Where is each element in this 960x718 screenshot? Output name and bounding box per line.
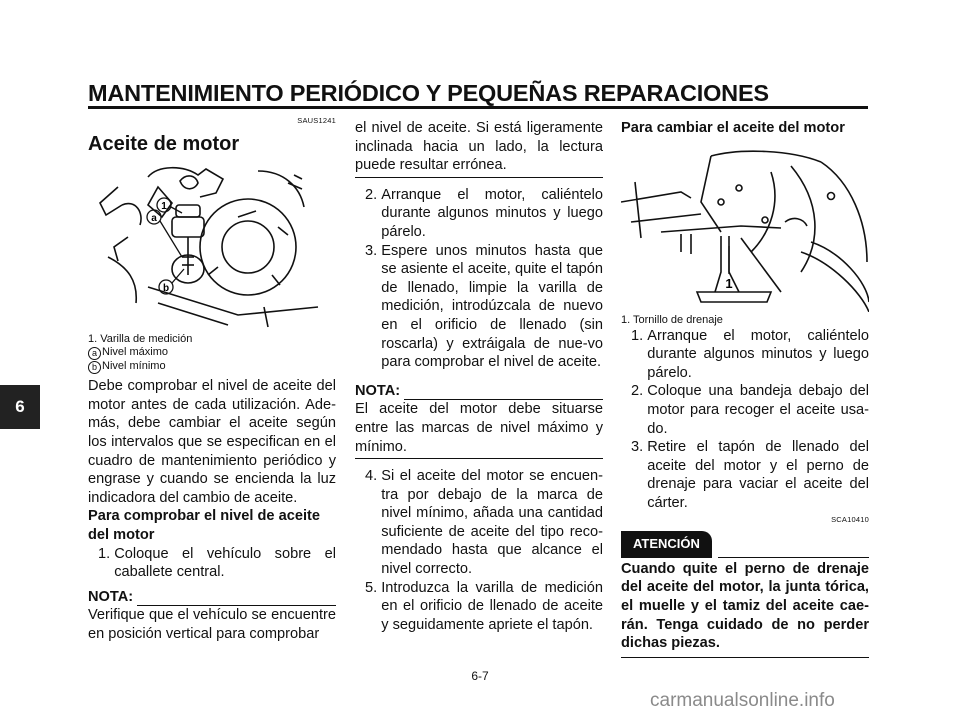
change-step-3 xyxy=(621,438,869,512)
step-number: 1. xyxy=(631,327,648,344)
step-text: Espere unos minutos hasta que se asiente el aceite, quite el tapón de llenado, limpie la varilla de medición, introdúzcala de nuevo en el orificio de llenado (sin roscarla) y extráigala de nue-vo para comprobar el nivel de aceite. xyxy=(381,242,603,371)
figure-callout-b: b xyxy=(162,283,170,295)
step-number: 5. xyxy=(365,579,382,596)
check-step-1 xyxy=(88,545,336,582)
note-header xyxy=(88,588,336,607)
caution-header xyxy=(621,531,869,558)
caution-rule xyxy=(718,557,869,558)
note-text: El aceite del motor debe situarse entre las marcas de nivel máximo y mínimo. xyxy=(355,401,603,455)
caption-b-marker: b xyxy=(88,361,101,374)
caption-b-text: Nivel mínimo xyxy=(102,360,166,373)
intro-paragraph: Debe comprobar el nivel de aceite del motor antes de cada utilización. Ade-más, debe cambiar el aceite según los intervalos que se especifican en el cuadro de mantenimiento periódico y engrase y cuando se encienda la luz indicadora del cambio de aceite. xyxy=(88,378,336,506)
check-step-4 xyxy=(355,467,603,579)
note-label: NOTA: xyxy=(88,588,134,605)
step-text: Arranque el motor, caliéntelo durante algunos minutos y luego párelo. xyxy=(647,327,869,381)
step-text: Si el aceite del motor se encuen-tra por debajo de la marca de nivel mínimo, añada una cantidad suficiente de aceite del tipo reco-mendado hasta que alcance el nivel correcto. xyxy=(381,468,603,578)
caption-a-text: Nivel máximo xyxy=(102,346,169,359)
note-label: NOTA: xyxy=(355,382,401,399)
continued-paragraph: el nivel de aceite. Si está ligeramente inclinada hacia un lado, la lectura puede resultar errónea. xyxy=(355,120,603,174)
page-header-title: MANTENIMIENTO PERIÓDICO Y PEQUEÑAS REPARACIONES xyxy=(88,80,769,106)
column-2 xyxy=(355,119,603,634)
note-rule xyxy=(137,595,336,606)
page-number: 6-7 xyxy=(471,669,489,683)
column-3 xyxy=(621,119,869,658)
caution-code: SCA10410 xyxy=(831,514,869,524)
step-text: Arranque el motor, caliéntelo durante algunos minutos y luego párelo. xyxy=(381,186,603,240)
caution-text: Cuando quite el perno de drenaje del aceite del motor, la junta tórica, el muelle y el tamiz del aceite cae-rán. Tenga cuidado de no perder dichas piezas. xyxy=(621,560,869,652)
step-text: Coloque el vehículo sobre el caballete central. xyxy=(114,545,336,581)
figure-callout-1: 1 xyxy=(161,201,167,213)
step-number: 2. xyxy=(365,186,382,203)
figure-callout-1: 1 xyxy=(725,275,733,291)
step-number: 1. xyxy=(98,545,115,562)
header-rule xyxy=(88,106,868,109)
step-text: Coloque una bandeja debajo del motor para recoger el aceite usa-do. xyxy=(647,383,869,437)
step-text: Retire el tapón de llenado del aceite del motor y el perno de drenaje para vaciar el aceite del cárter. xyxy=(647,439,869,511)
drain-bolt-illustration xyxy=(621,142,869,312)
watermark: carmanualsonline.info xyxy=(650,690,835,711)
dipstick-illustration xyxy=(88,157,336,329)
caution-bottom-rule xyxy=(621,657,869,658)
separator-rule xyxy=(355,177,603,178)
figure-caption-a xyxy=(88,346,336,360)
figure-caption-1: 1. Tornillo de drenaje xyxy=(621,313,723,326)
caution-label: ATENCIÓN xyxy=(621,531,712,558)
note-text: Verifique que el vehículo se encuentre en posición vertical para comprobar xyxy=(88,607,336,642)
check-step-3 xyxy=(355,242,603,372)
step-number: 2. xyxy=(631,383,648,400)
note-rule xyxy=(404,389,603,400)
step-text: Introduzca la varilla de medición en el orificio de llenado de aceite y seguidamente apriete el tapón. xyxy=(381,579,603,633)
step-number: 4. xyxy=(365,468,382,485)
note-header xyxy=(355,382,603,401)
separator-rule xyxy=(355,458,603,459)
change-step-1 xyxy=(621,327,869,383)
chapter-tab: 6 xyxy=(0,385,40,429)
change-step-2 xyxy=(621,382,869,438)
step-number: 3. xyxy=(365,242,382,259)
check-step-5 xyxy=(355,579,603,635)
check-step-2 xyxy=(355,186,603,242)
figure-caption-b xyxy=(88,360,336,374)
caption-a-marker: a xyxy=(88,347,101,360)
section-code: SAUS1241 xyxy=(297,116,336,125)
change-oil-subheading: Para cambiar el aceite del motor xyxy=(621,120,845,136)
step-number: 3. xyxy=(631,439,648,456)
figure-caption-1: 1. Varilla de medición xyxy=(88,333,193,346)
check-oil-subheading: Para comprobar el nivel de aceite del motor xyxy=(88,508,320,543)
section-title: Aceite de motor xyxy=(88,132,240,155)
column-1 xyxy=(88,112,336,644)
figure-callout-a: a xyxy=(151,213,157,225)
